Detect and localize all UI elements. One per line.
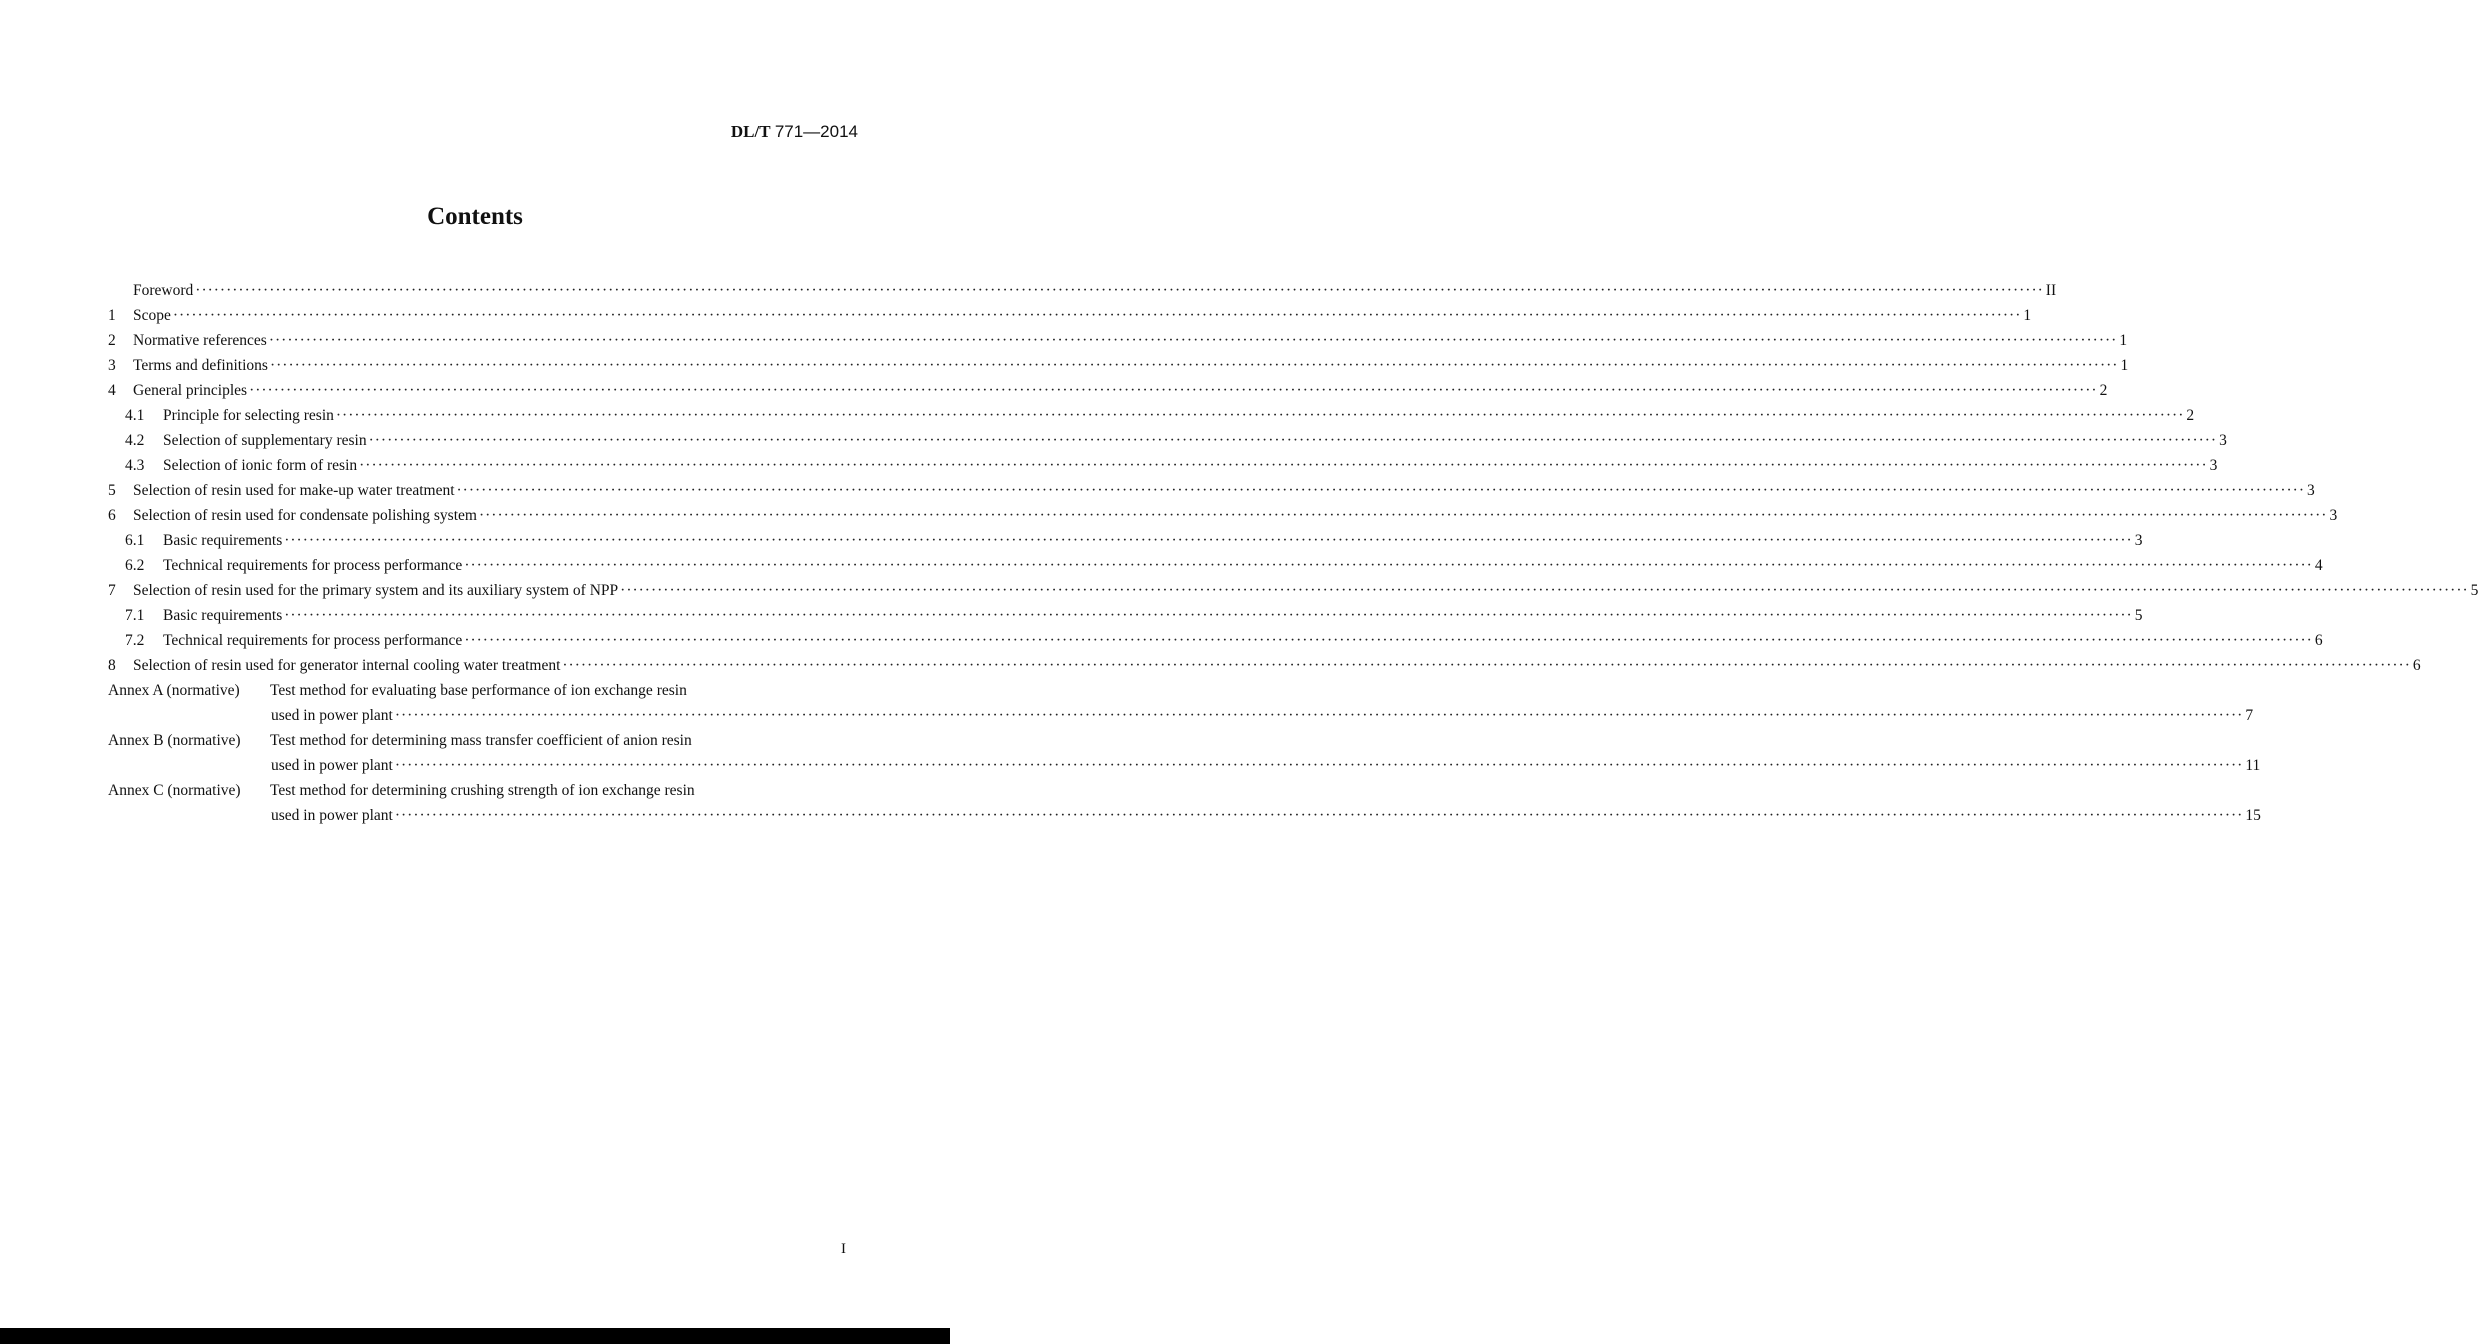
toc-entry-number: 5 (108, 482, 116, 499)
toc-entry[interactable] (108, 632, 2323, 657)
annex-label: Annex B (normative) (108, 732, 241, 749)
toc-entry-title: Technical requirements for process performance (163, 632, 463, 649)
toc-entry-page: 1 (2120, 357, 2129, 374)
toc-entry-number: 6 (108, 507, 116, 524)
toc-entry-title: Foreword (133, 282, 194, 299)
annex-label: Annex A (normative) (108, 682, 240, 699)
toc-entry[interactable] (108, 382, 2108, 407)
toc-entry[interactable] (108, 282, 2057, 307)
dot-leader: ············································································································································································································································································································ (335, 407, 2185, 424)
dot-leader: ············································································································································································································································································································ (394, 757, 2244, 774)
toc-entry-title: Principle for selecting resin (163, 407, 334, 424)
dot-leader: ············································································································································································································································································································ (284, 607, 2133, 624)
dot-leader: ············································································································································································································································································································ (478, 507, 2328, 524)
annex-entry[interactable] (108, 682, 2254, 732)
toc-entry-page: II (2045, 282, 2057, 299)
dot-leader: ············································································································································································································································································································ (195, 282, 2044, 299)
dot-leader: ············································································································································································································································································································ (394, 807, 2244, 824)
annex-title: Test method for evaluating base performance of ion exchange resin (270, 682, 687, 699)
toc-entry-number: 4.1 (125, 407, 145, 424)
toc-entry-title: used in power plant (271, 757, 393, 774)
toc-entry-number: 6.1 (125, 532, 145, 549)
document-code (731, 122, 858, 142)
annex-entry[interactable] (108, 782, 2261, 832)
toc-entry-page: 5 (2470, 582, 2478, 599)
toc-entry-page: 11 (2245, 757, 2261, 774)
toc-entry[interactable] (108, 557, 2323, 582)
toc-entry-page: 3 (2307, 482, 2315, 499)
toc-entry[interactable] (108, 407, 2195, 432)
toc-entry[interactable] (108, 607, 2143, 632)
page-title: Contents (427, 203, 523, 230)
toc-entry-title: Selection of resin used for the primary system and its auxiliary system of NPP (133, 582, 619, 599)
toc-entry-number: 4.2 (125, 432, 145, 449)
dot-leader: ············································································································································································································································································································ (269, 357, 2119, 374)
document-code-number: 771—2014 (774, 122, 858, 141)
table-of-contents (108, 282, 2478, 832)
dot-leader: ············································································································································································································································································································ (268, 332, 2118, 349)
toc-entry-page: 4 (2314, 557, 2323, 574)
dot-leader: ············································································································································································································································································································ (249, 382, 2098, 399)
dot-leader: ············································································································································································································································································································ (394, 707, 2244, 724)
toc-entry[interactable] (108, 432, 2227, 457)
toc-entry-page: 3 (2329, 507, 2338, 524)
toc-entry-page: 1 (2119, 332, 2128, 349)
toc-entry-page: 15 (2245, 807, 2261, 824)
annex-entry[interactable] (108, 732, 2261, 782)
toc-entry-title: Scope (133, 307, 171, 324)
toc-entry-page: 2 (2099, 382, 2108, 399)
toc-entry-number: 7 (108, 582, 116, 599)
dot-leader: ············································································································································································································································································································ (464, 632, 2313, 649)
toc-entry[interactable] (108, 532, 2143, 557)
dot-leader: ············································································································································································································································································································ (464, 557, 2313, 574)
toc-entry[interactable] (108, 582, 2478, 607)
toc-entry-number: 1 (108, 307, 116, 324)
toc-entry-title: Normative references (133, 332, 267, 349)
toc-entry-number: 2 (108, 332, 116, 349)
toc-entry-page: 6 (2314, 632, 2323, 649)
toc-entry[interactable] (108, 332, 2128, 357)
toc-entry-number: 8 (108, 657, 116, 674)
dot-leader: ············································································································································································································································································································ (562, 657, 2411, 674)
document-code-prefix: DL/T (730, 122, 771, 141)
toc-entry[interactable] (108, 357, 2129, 382)
toc-entry-title: Basic requirements (163, 607, 283, 624)
toc-entry-title: Selection of resin used for make-up water treatment (133, 482, 455, 499)
toc-entry-page: 7 (2245, 707, 2254, 724)
toc-entry-title: Technical requirements for process performance (163, 557, 463, 574)
toc-entry-number: 6.2 (125, 557, 145, 574)
page-bottom-border (0, 1328, 950, 1344)
dot-leader: ············································································································································································································································································································ (620, 582, 2469, 599)
dot-leader: ············································································································································································································································································································ (368, 432, 2218, 449)
toc-entry-title: General principles (133, 382, 248, 399)
toc-entry-title: used in power plant (271, 807, 393, 824)
toc-entry-number: 7.2 (125, 632, 145, 649)
toc-entry-title: Selection of ionic form of resin (163, 457, 358, 474)
toc-entry-page: 3 (2134, 532, 2143, 549)
dot-leader: ············································································································································································································································································································ (172, 307, 2022, 324)
annex-title: Test method for determining mass transfer coefficient of anion resin (270, 732, 692, 749)
toc-entry-number: 4 (108, 382, 116, 399)
annex-title: Test method for determining crushing strength of ion exchange resin (270, 782, 695, 799)
toc-entry-number: 3 (108, 357, 116, 374)
toc-entry-title: Selection of resin used for condensate polishing system (133, 507, 477, 524)
annex-label: Annex C (normative) (108, 782, 241, 799)
toc-entry[interactable] (108, 657, 2421, 682)
dot-leader: ············································································································································································································································································································ (359, 457, 2208, 474)
annex-title-continuation[interactable] (271, 807, 2261, 832)
toc-entry-page: 5 (2134, 607, 2143, 624)
dot-leader: ············································································································································································································································································································ (456, 482, 2306, 499)
annex-title-continuation[interactable] (271, 707, 2254, 732)
toc-entry-page: 6 (2412, 657, 2421, 674)
toc-entry-number: 4.3 (125, 457, 145, 474)
toc-entry[interactable] (108, 507, 2338, 532)
toc-entry-title: Terms and definitions (133, 357, 268, 374)
toc-entry-title: used in power plant (271, 707, 393, 724)
dot-leader: ············································································································································································································································································································ (284, 532, 2133, 549)
toc-entry-title: Selection of supplementary resin (163, 432, 367, 449)
annex-title-continuation[interactable] (271, 757, 2261, 782)
toc-entry-page: 3 (2219, 432, 2227, 449)
toc-entry-page: 2 (2186, 407, 2195, 424)
toc-entry-title: Basic requirements (163, 532, 283, 549)
page-number: I (841, 1241, 846, 1257)
toc-entry-number: 7.1 (125, 607, 145, 624)
toc-entry-page: 3 (2209, 457, 2218, 474)
toc-entry-title: Selection of resin used for generator internal cooling water treatment (133, 657, 561, 674)
toc-entry-page: 1 (2023, 307, 2032, 324)
toc-entry[interactable] (108, 457, 2218, 482)
toc-entry[interactable] (108, 307, 2032, 332)
toc-entry[interactable] (108, 482, 2315, 507)
